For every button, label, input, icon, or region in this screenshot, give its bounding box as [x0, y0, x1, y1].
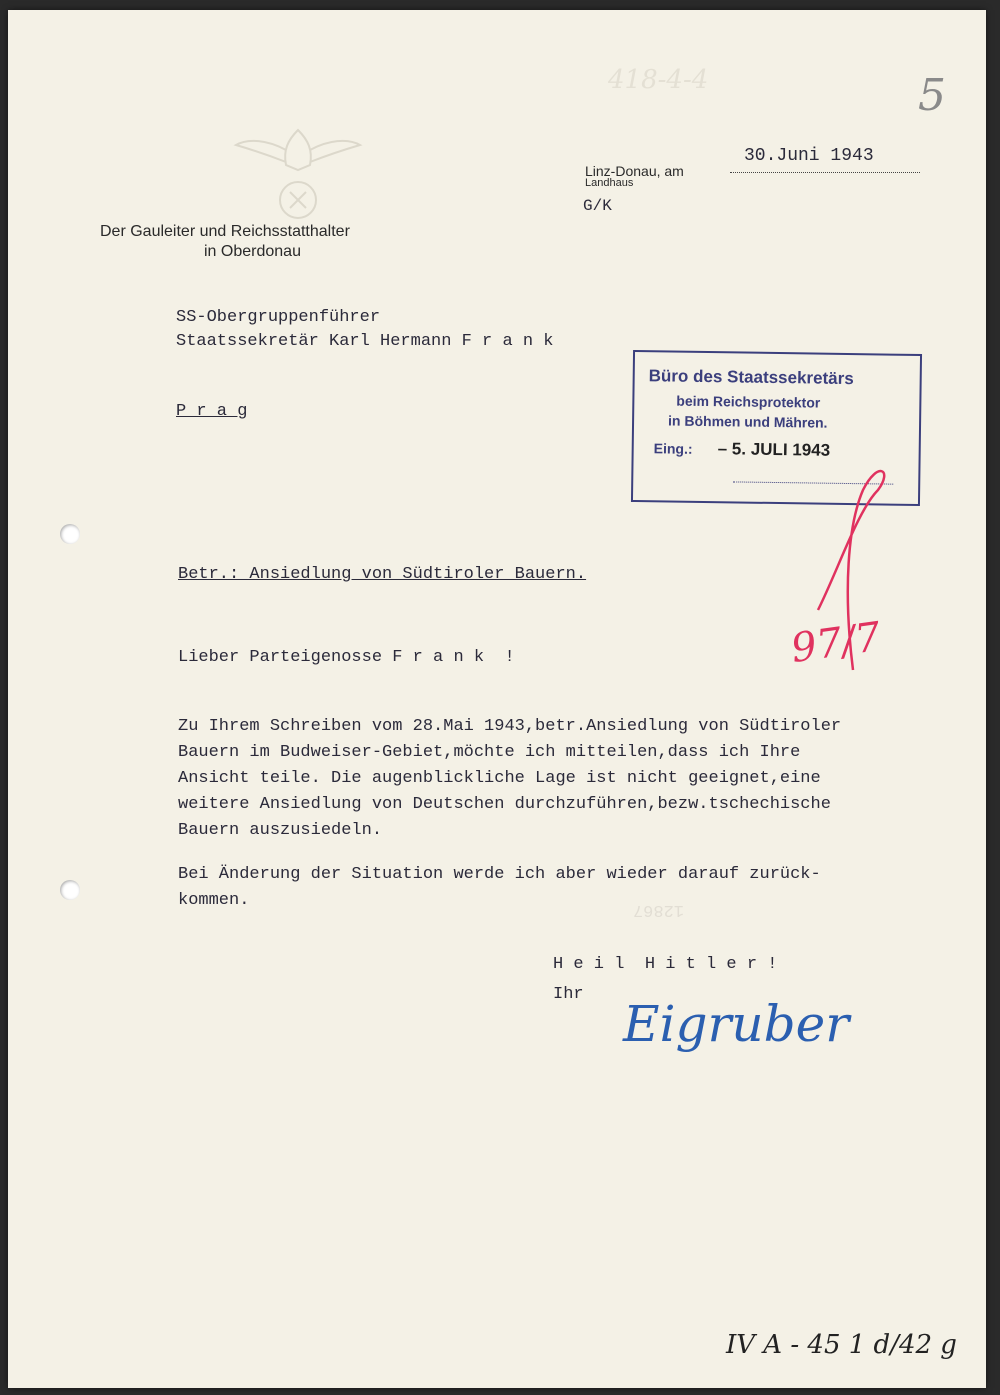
punch-hole-top	[60, 524, 80, 544]
reference-code: G/K	[583, 197, 612, 215]
landhaus-label: Landhaus	[585, 177, 634, 189]
date-dotted-line	[730, 172, 920, 173]
body-line-4: weitere Ansiedlung von Deutschen durchzuführen,bezw.tschechische	[178, 795, 831, 814]
stamp-line-2: beim Reichsprotektor	[676, 392, 821, 411]
subject-line: Betr.: Ansiedlung von Südtiroler Bauern.	[178, 565, 587, 584]
body-line-7: kommen.	[178, 891, 250, 910]
recipient-name: Staatssekretär Karl Hermann F r a n k	[176, 332, 554, 351]
top-right-number: 5	[918, 70, 946, 121]
stamp-line-3: in Böhmen und Mähren.	[667, 412, 828, 431]
faint-number: 12867	[633, 900, 685, 919]
stamp-line-1: Büro des Staatssekretärs	[648, 366, 854, 389]
recipient-rank: SS-Obergruppenführer	[176, 308, 381, 327]
sender-line-2: in Oberdonau	[204, 243, 301, 260]
file-number: IV A - 45 1 d/42 g	[726, 1330, 957, 1360]
body-line-6: Bei Änderung der Situation werde ich aber wieder darauf zurück-	[178, 865, 821, 884]
body-line-3: Ansicht teile. Die augenblickliche Lage ist nicht geeignet,eine	[178, 769, 821, 788]
recipient-city: P r a g	[176, 402, 248, 421]
punch-hole-bottom	[60, 880, 80, 900]
sender-line-1: Der Gauleiter und Reichsstatthalter	[100, 223, 350, 240]
closing-ihr: Ihr	[553, 985, 584, 1004]
body-line-1: Zu Ihrem Schreiben vom 28.Mai 1943,betr.Ansiedlung von Südtiroler	[178, 717, 842, 736]
stamp-eing-label: Eing.:	[653, 440, 693, 457]
letter-date: 30.Juni 1943	[744, 146, 874, 166]
place-date-prefix: Linz-Donau, am	[585, 163, 684, 179]
closing-greeting: H e i l H i t l e r !	[553, 955, 778, 974]
letter-page	[8, 10, 986, 1388]
signature: Eigruber	[623, 995, 850, 1053]
body-line-2: Bauern im Budweiser-Gebiet,möchte ich mitteilen,dass ich Ihre	[178, 743, 801, 762]
body-line-5: Bauern auszusiedeln.	[178, 821, 383, 840]
salutation: Lieber Parteigenosse F r a n k !	[178, 648, 515, 667]
red-handwritten-mark: 97/7	[788, 613, 884, 673]
eagle-emblem	[228, 110, 368, 230]
pencil-reference: 418-4-4	[608, 65, 709, 95]
stamp-received-date: – 5. JULI 1943	[717, 439, 831, 460]
